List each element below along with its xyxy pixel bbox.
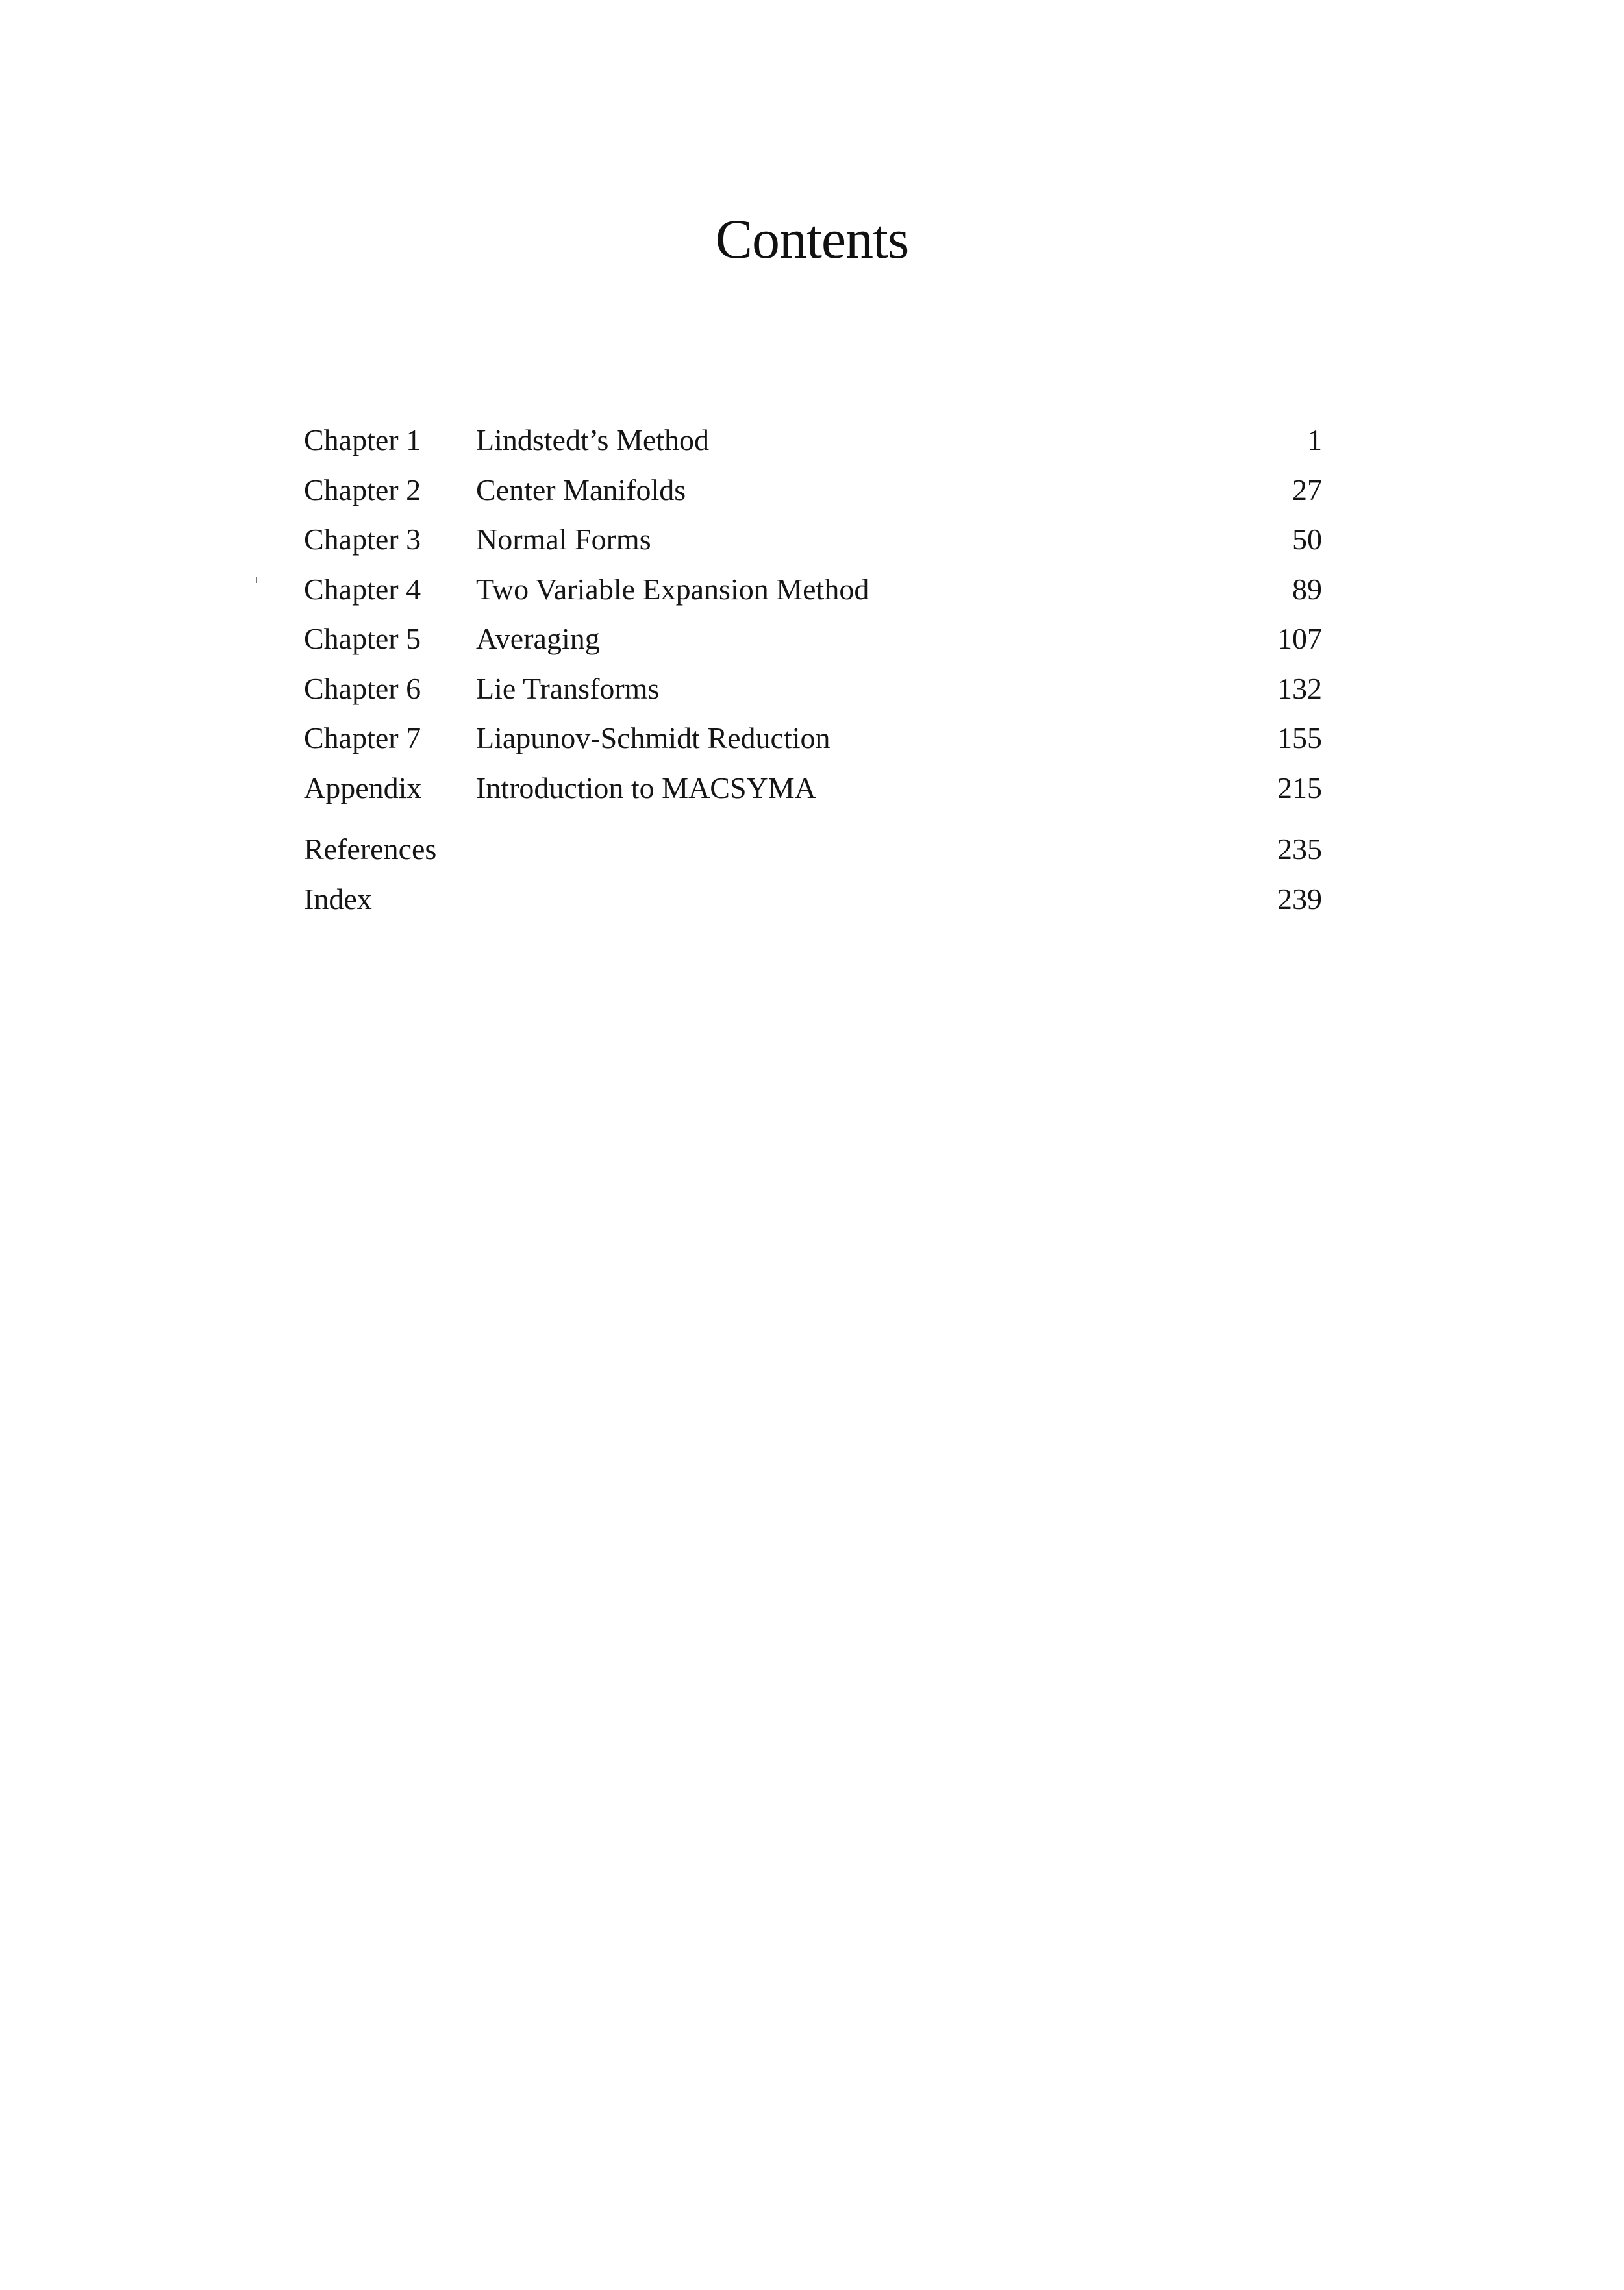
toc-entry-label: Chapter 3 [304, 523, 421, 556]
toc-entry-page-number: 235 [1277, 832, 1322, 865]
toc-entry-page-number: 239 [1277, 882, 1322, 915]
toc-entry-page-number: 132 [1277, 671, 1322, 705]
toc-entry-chapter-2[interactable] [304, 466, 1322, 516]
toc-entry-title: Two Variable Expansion Method [476, 572, 869, 606]
toc-entry-chapter-4[interactable] [304, 565, 1322, 615]
toc-entry-label: Chapter 1 [304, 423, 421, 456]
toc-entry-title: Averaging [476, 622, 600, 655]
toc-entry-title: Center Manifolds [476, 473, 686, 506]
toc-entry-label: Chapter 2 [304, 473, 421, 506]
toc-entry-title: Liapunov-Schmidt Reduction [476, 721, 831, 754]
toc-entry-page-number: 27 [1292, 473, 1322, 506]
toc-entry-label: Chapter 4 [304, 572, 421, 606]
table-of-contents [304, 416, 1322, 924]
toc-entry-index[interactable] [304, 875, 1322, 925]
toc-entry-title: Normal Forms [476, 523, 651, 556]
toc-entry-page-number: 155 [1277, 721, 1322, 754]
toc-entry-label: Chapter 7 [304, 721, 421, 754]
toc-entry-page-number: 107 [1277, 622, 1322, 655]
page-title: Contents [715, 208, 909, 270]
toc-entry-page-number: 50 [1292, 523, 1322, 556]
toc-entry-references[interactable] [304, 825, 1322, 875]
toc-entry-chapter-5[interactable] [304, 614, 1322, 664]
toc-entry-chapter-3[interactable] [304, 515, 1322, 565]
toc-entry-page-number: 89 [1292, 572, 1322, 606]
toc-entry-page-number: 215 [1277, 771, 1322, 804]
toc-entry-label: References [304, 832, 437, 865]
toc-entry-title: Introduction to MACSYMA [476, 771, 816, 804]
toc-entry-label: Index [304, 882, 372, 915]
toc-entry-chapter-1[interactable] [304, 416, 1322, 466]
scan-speck [256, 577, 257, 583]
toc-entry-page-number: 1 [1307, 423, 1322, 456]
toc-entry-title: Lindstedt’s Method [476, 423, 710, 456]
toc-entry-label: Chapter 6 [304, 671, 421, 705]
toc-entry-label: Appendix [304, 771, 422, 804]
toc-entry-title: Lie Transforms [476, 671, 660, 705]
toc-entry-chapter-6[interactable] [304, 664, 1322, 714]
toc-entry-chapter-7[interactable] [304, 714, 1322, 764]
toc-entry-label: Chapter 5 [304, 622, 421, 655]
toc-entry-appendix[interactable] [304, 764, 1322, 814]
